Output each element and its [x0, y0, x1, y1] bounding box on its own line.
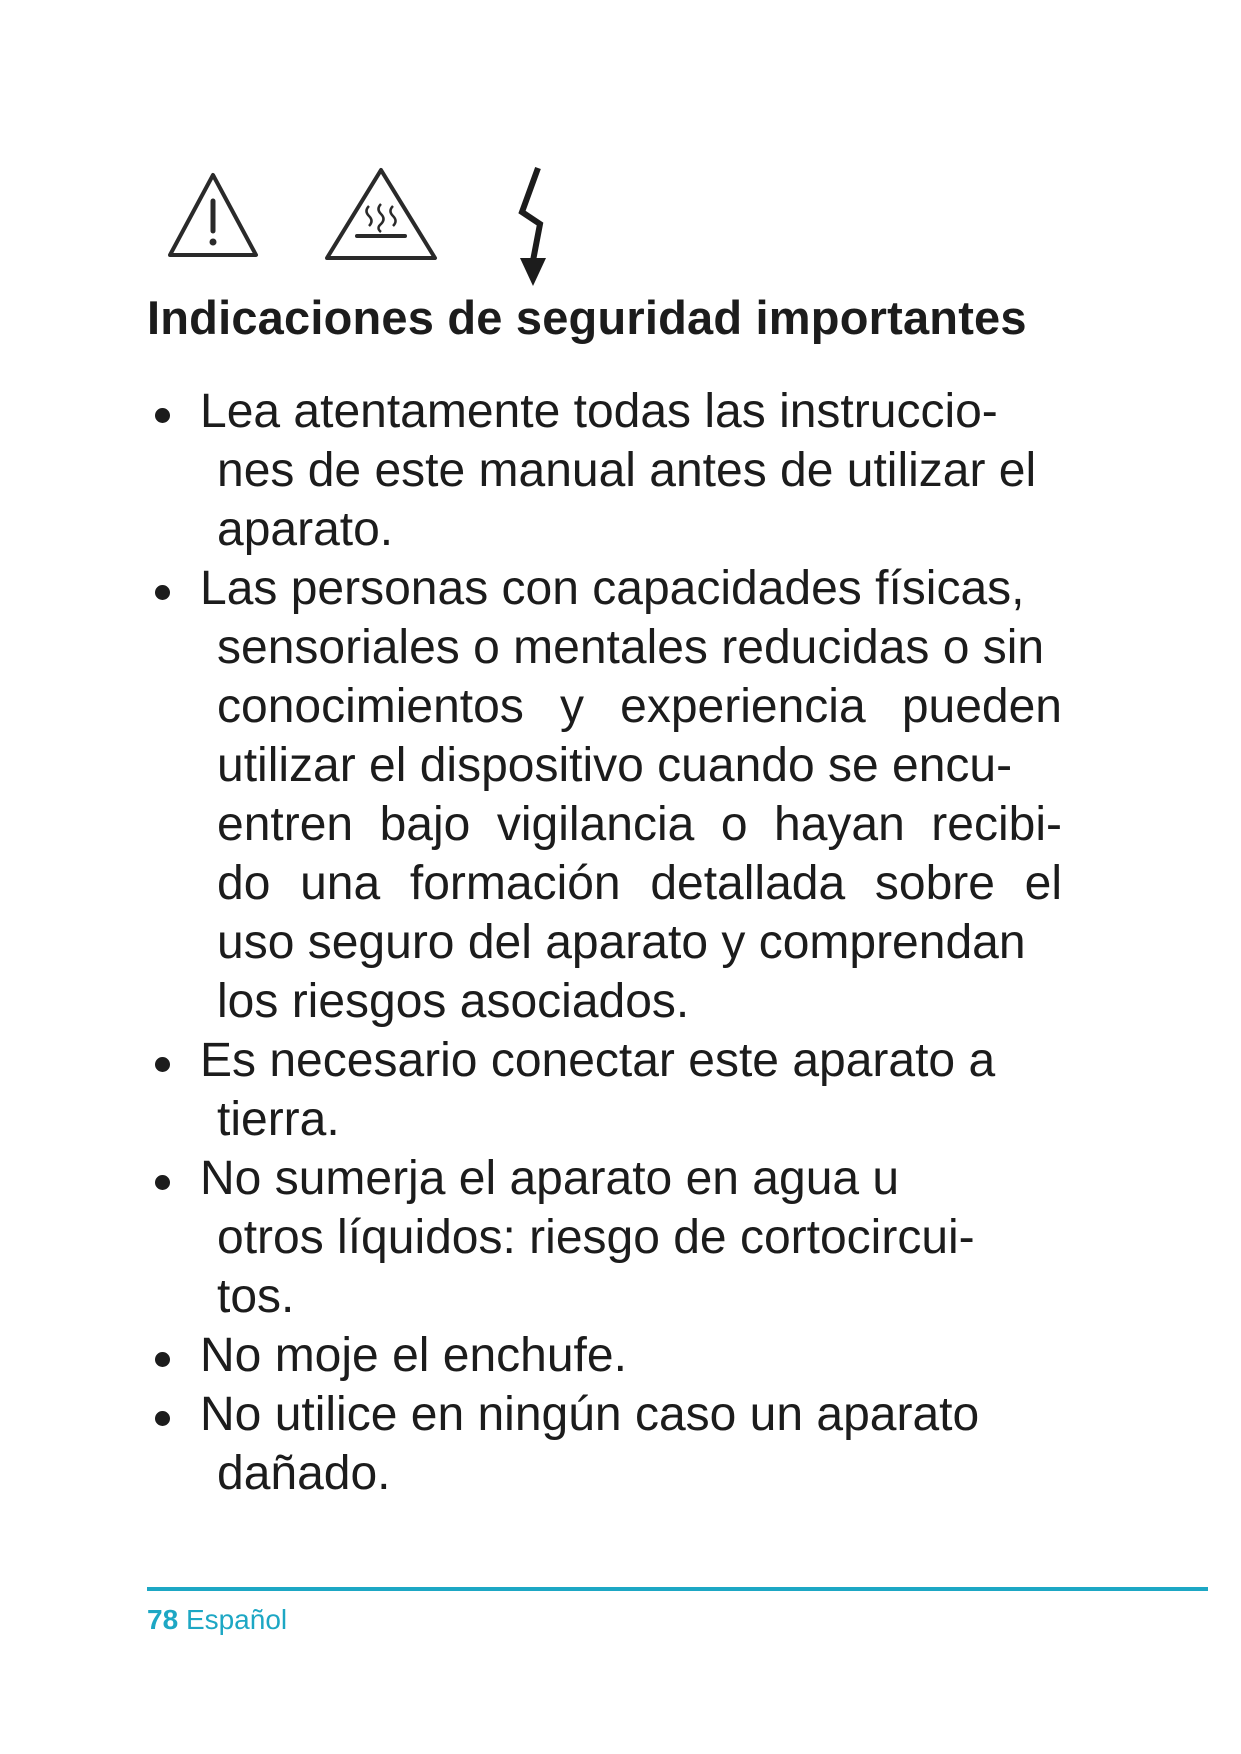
item-line: sensoriales o mentales reducidas o sin [217, 621, 1045, 674]
item-line: otros líquidos: riesgo de cortocircui- [217, 1211, 975, 1264]
footer-language: Español [185, 1604, 288, 1635]
item-line: No moje el enchufe. [200, 1329, 627, 1382]
item-line: nes de este manual antes de utilizar el [217, 444, 1037, 497]
item-line: aparato. [217, 503, 394, 556]
item-line: tos. [217, 1270, 295, 1323]
item-line: No sumerja el aparato en agua u [200, 1152, 900, 1205]
item-line: tierra. [217, 1093, 340, 1146]
item-line: entren bajo vigilancia o hayan recibi- [217, 798, 1062, 851]
warning-triangle-icon [165, 169, 261, 261]
warning-icons [165, 166, 585, 288]
item-line: Es necesario conectar este aparato a [200, 1034, 996, 1087]
item-line: Las personas con capacidades físicas, [200, 562, 1025, 615]
item-line: do una formación detallada sobre el [217, 857, 1062, 910]
list-item [147, 559, 1097, 1031]
bullet-icon [155, 585, 170, 600]
footer-divider [147, 1587, 1208, 1591]
hot-surface-icon [322, 166, 440, 264]
item-line: uso seguro del aparato y comprendan [217, 916, 1026, 969]
page-footer [147, 1604, 287, 1636]
item-line: dañado. [217, 1447, 391, 1500]
bullet-icon [155, 1352, 170, 1367]
page-title: Indicaciones de seguridad importantes [147, 291, 1027, 344]
item-line: No utilice en ningún caso un aparato [200, 1388, 980, 1441]
list-item [147, 382, 1097, 559]
list-item [147, 1149, 1097, 1326]
item-line: Lea atentamente todas las instruccio- [200, 385, 998, 438]
page-number: 78 [147, 1604, 179, 1635]
safety-list [147, 382, 1097, 1503]
bullet-icon [155, 1411, 170, 1426]
list-item [147, 1031, 1097, 1149]
bullet-icon [155, 1057, 170, 1072]
item-line: conocimientos y experiencia pueden [217, 680, 1062, 733]
electric-shock-icon [508, 166, 558, 288]
item-line: utilizar el dispositivo cuando se encu- [217, 739, 1013, 792]
list-item [147, 1326, 1097, 1385]
item-line: los riesgos asociados. [217, 975, 690, 1028]
bullet-icon [155, 408, 170, 423]
list-item [147, 1385, 1097, 1503]
bullet-icon [155, 1175, 170, 1190]
